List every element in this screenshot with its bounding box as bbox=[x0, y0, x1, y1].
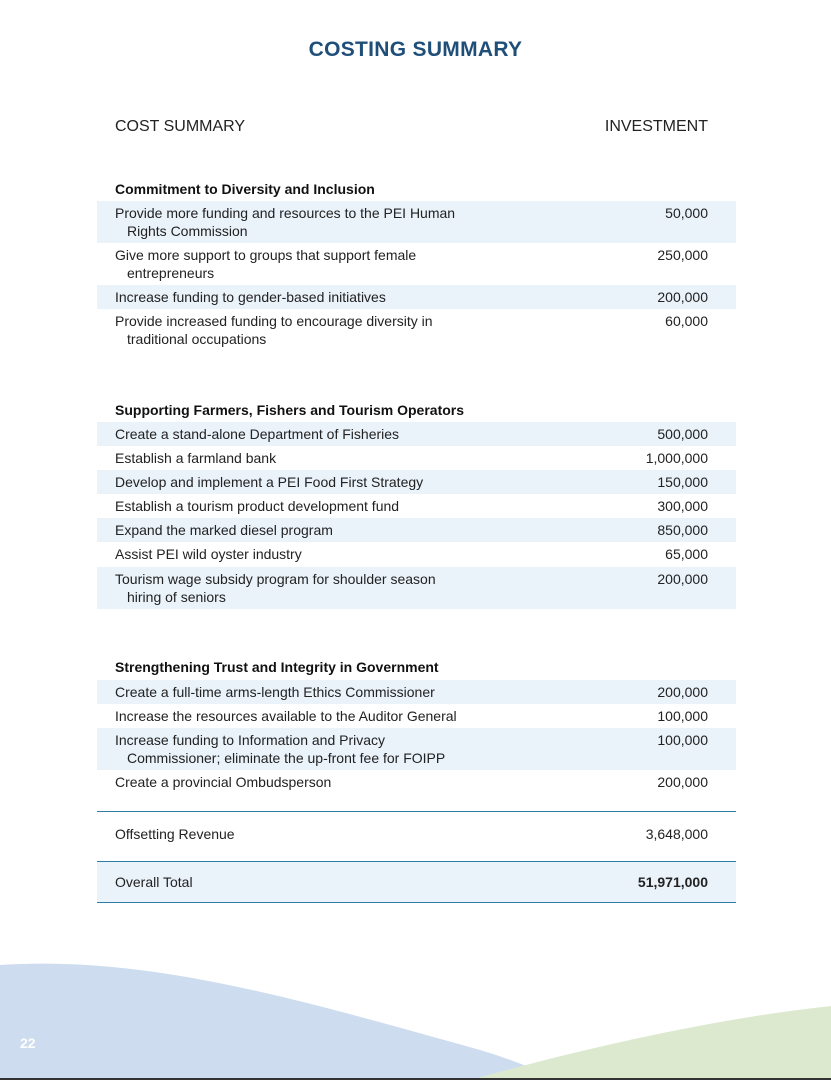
table-row bbox=[97, 680, 736, 704]
row-value: 300,000 bbox=[657, 498, 708, 514]
table-row bbox=[97, 542, 736, 566]
decorative-wave bbox=[0, 960, 831, 1080]
row-label: Create a provincial Ombudsperson bbox=[115, 774, 332, 790]
page-title: COSTING SUMMARY bbox=[308, 38, 523, 61]
investment-column-header: INVESTMENT bbox=[604, 118, 708, 135]
table-row bbox=[97, 567, 736, 609]
row-value: 850,000 bbox=[657, 522, 708, 538]
row-label: Give more support to groups that support female entrepreneurs bbox=[115, 247, 417, 281]
table-row bbox=[97, 309, 736, 351]
divider bbox=[97, 902, 736, 903]
table-row bbox=[97, 704, 736, 728]
row-label: Develop and implement a PEI Food First Strategy bbox=[115, 474, 424, 490]
row-value: 100,000 bbox=[657, 732, 708, 748]
page-number: 22 bbox=[20, 1035, 36, 1051]
total-value: 51,971,000 bbox=[637, 874, 708, 890]
row-label: Provide more funding and resources to the PEI Human Rights Commission bbox=[115, 205, 456, 239]
table-row bbox=[97, 422, 736, 446]
row-label: Establish a tourism product development fund bbox=[115, 498, 400, 514]
row-value: 1,000,000 bbox=[645, 450, 708, 466]
section-title-diversity: Commitment to Diversity and Inclusion bbox=[115, 181, 375, 197]
row-value: 200,000 bbox=[657, 571, 708, 587]
table-row bbox=[97, 494, 736, 518]
table-row bbox=[97, 470, 736, 494]
row-value: 250,000 bbox=[657, 247, 708, 263]
overall-total-row bbox=[97, 862, 736, 902]
table-row bbox=[97, 770, 736, 794]
row-value: 150,000 bbox=[657, 474, 708, 490]
row-label: Increase funding to Information and Privacy Commissioner; eliminate the up-front fee for FOIPP bbox=[115, 732, 446, 766]
row-label: Establish a farmland bank bbox=[115, 450, 277, 466]
row-label: Provide increased funding to encourage diversity in traditional occupations bbox=[115, 313, 433, 347]
table-row bbox=[97, 243, 736, 285]
row-label: Increase funding to gender-based initiatives bbox=[115, 289, 386, 305]
row-value: 500,000 bbox=[657, 426, 708, 442]
row-label: Create a stand-alone Department of Fisheries bbox=[115, 426, 400, 442]
section-title-farmers: Supporting Farmers, Fishers and Tourism Operators bbox=[115, 402, 465, 418]
offsetting-revenue-row bbox=[97, 812, 736, 860]
row-value: 200,000 bbox=[657, 684, 708, 700]
offsetting-value: 3,648,000 bbox=[645, 826, 708, 842]
row-label: Tourism wage subsidy program for shoulder season hiring of seniors bbox=[115, 571, 436, 605]
row-value: 200,000 bbox=[657, 289, 708, 305]
offsetting-label: Offsetting Revenue bbox=[115, 826, 235, 842]
row-label: Assist PEI wild oyster industry bbox=[115, 546, 302, 562]
row-value: 100,000 bbox=[657, 708, 708, 724]
table-row bbox=[97, 285, 736, 309]
total-label: Overall Total bbox=[115, 874, 193, 890]
table-row bbox=[97, 201, 736, 243]
table-row bbox=[97, 518, 736, 542]
row-label: Increase the resources available to the Auditor General bbox=[115, 708, 457, 724]
row-value: 65,000 bbox=[665, 546, 708, 562]
table-row bbox=[97, 728, 736, 770]
table-row bbox=[97, 446, 736, 470]
row-value: 60,000 bbox=[665, 313, 708, 329]
cost-summary-column-header: COST SUMMARY bbox=[115, 118, 246, 135]
row-label: Expand the marked diesel program bbox=[115, 522, 333, 538]
row-value: 200,000 bbox=[657, 774, 708, 790]
row-label: Create a full-time arms-length Ethics Commissioner bbox=[115, 684, 435, 700]
section-title-trust: Strengthening Trust and Integrity in Government bbox=[115, 659, 439, 675]
row-value: 50,000 bbox=[665, 205, 708, 221]
